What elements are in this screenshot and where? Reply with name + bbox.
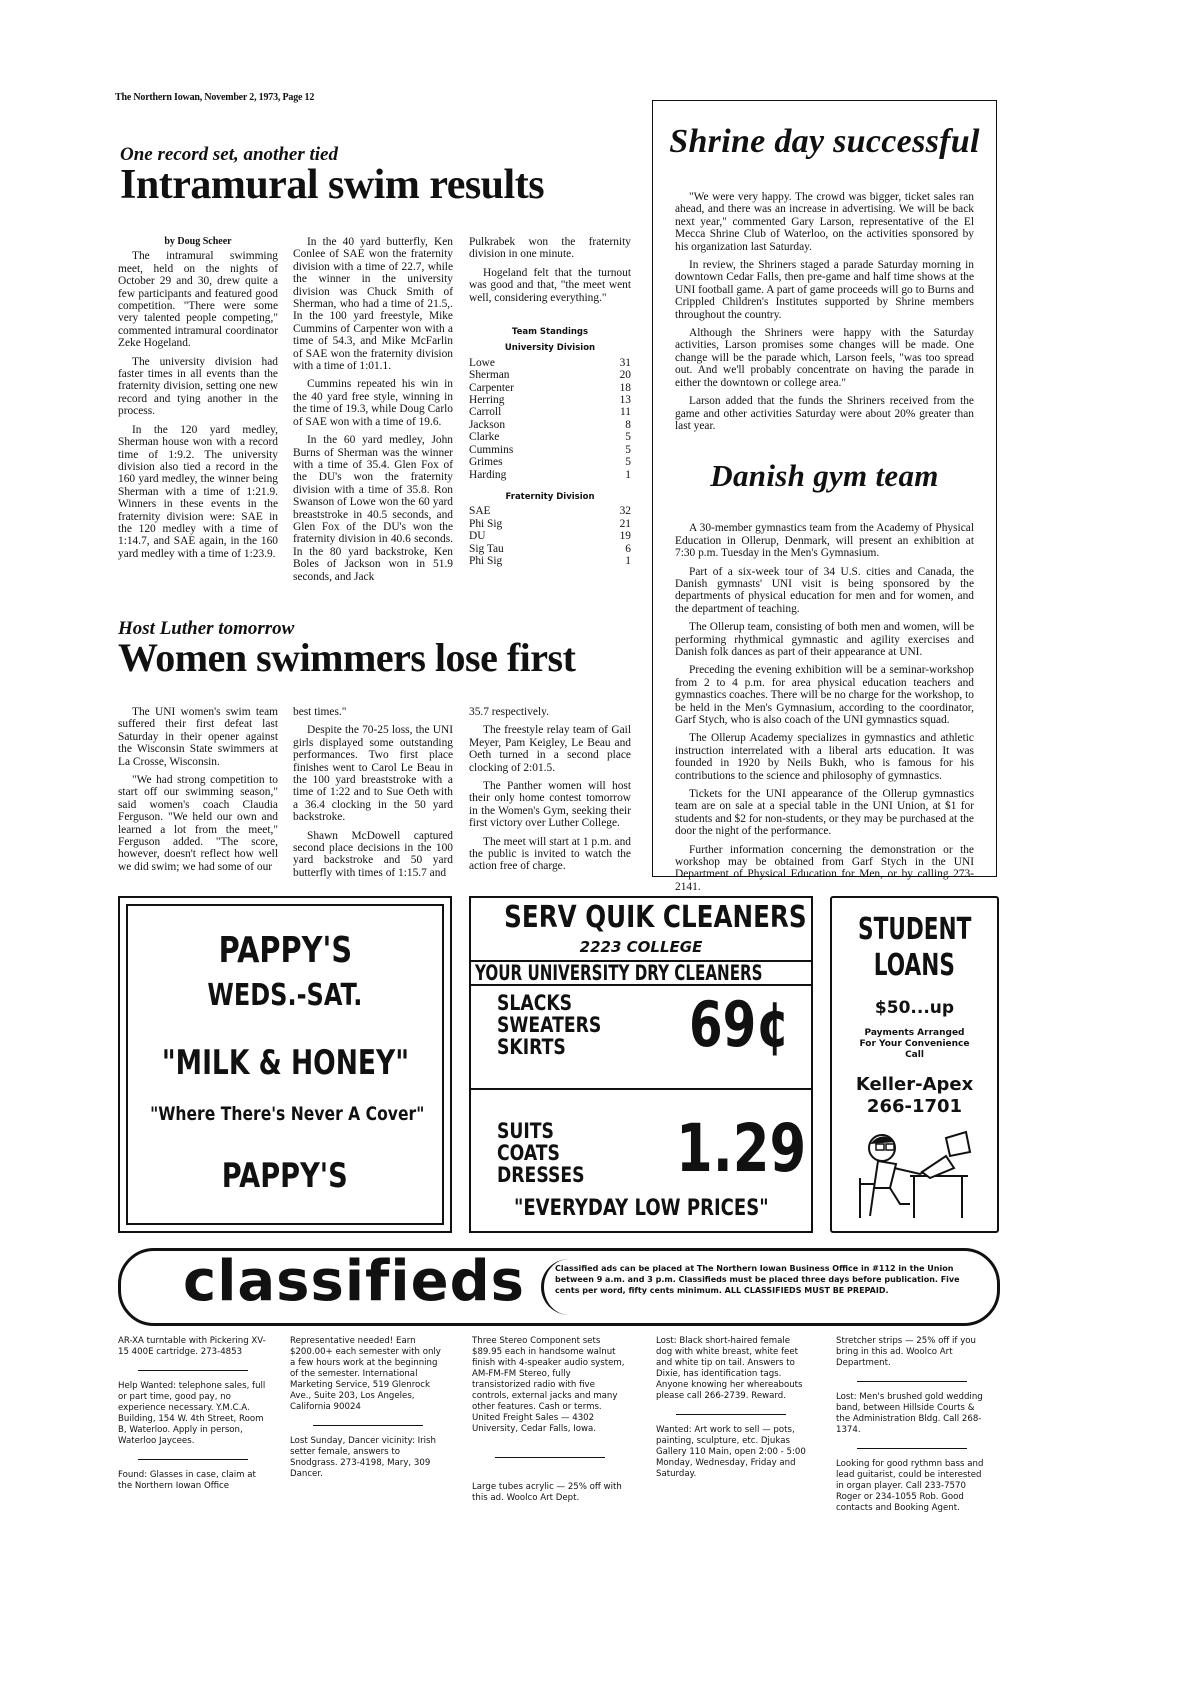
standings-points: 13 [619, 394, 631, 407]
classified-ad: Looking for good rythmn bass and lead guitarist, could be interested in organ player. Call 233-7570 Roger or 234-1055 Rob. Good contacts and Booking Agent. [836, 1459, 984, 1513]
standings-team: Clarke [469, 431, 500, 444]
standings-row [469, 406, 631, 418]
standings-team: Herring [469, 394, 505, 407]
university-division-title: University Division [504, 343, 596, 354]
pappys-band: "MILK & HONEY" [161, 1043, 409, 1083]
standings-points: 5 [625, 443, 631, 456]
shrine-body [675, 191, 974, 432]
cleaners-price-1: 69¢ [689, 988, 790, 1061]
danish-paragraph: The Ollerup team, consisting of both men and women, will be performing rhythmical gymnastic and agility exercises and Danish folk dances as part of their appearance at UNI. [675, 621, 974, 658]
swim-column-1 [118, 236, 278, 566]
swim-paragraph: In the 60 yard medley, John Burns of Sherman was the winner with a time of 35.4. Glen Fox of the DU's won the fraternity division with a time of 35.8. Ron Swanson of Lowe won the 60 yard breaststroke in 40.5 seconds, and Glen Fox of the DU's won the fraternity division in 40.6 seconds. In the 80 yard backstroke, Ken Boles of Jackson won in 51.9 seconds, and Jack [293, 434, 453, 583]
loans-title-1: STUDENT [857, 912, 972, 947]
danish-paragraph: A 30-member gymnastics team from the Academy of Physical Education in Ollerup, Denmark, will present an exhibition at 7:30 p.m. Tuesday in the Men's Gymnasium. [675, 522, 974, 560]
swim-paragraph: In the 120 yard medley, Sherman house won with a record time of 1:9.2. The university division also tied a record in the 160 yard medley, the winner being Sherman with a time of 1:21.9. Winners in these events in the fraternity division were: SAE in the 120 medley with a time of 1:14.7, and SAE again, in the 160 yard medley with a time of 1:23.9. [118, 423, 278, 560]
standings-points: 5 [625, 431, 631, 444]
cleaners-address: 2223 COLLEGE [579, 938, 703, 956]
standings-team: Carpenter [469, 381, 514, 394]
cleaners-item: SWEATERS [497, 1013, 602, 1037]
swim-byline: by Doug Scheer [164, 236, 232, 247]
classified-ad: Large tubes acrylic — 25% off with this ad. Woolco Art Dept. [472, 1482, 622, 1503]
women-paragraph: 35.7 respectively. [469, 706, 549, 718]
standings-points: 21 [619, 517, 631, 530]
swim-column-3 [469, 236, 631, 567]
danish-paragraph: Part of a six-week tour of 34 U.S. cities and Canada, the Danish gymnasts' UNI visit is being sponsored by the departments of physical education for men and for women, and the department of teaching. [675, 565, 974, 615]
standings-points: 19 [619, 530, 631, 543]
standings-row [469, 469, 631, 481]
classifieds-column-1 [118, 1336, 268, 1504]
standings-row [469, 456, 631, 468]
page-masthead: The Northern Iowan, November 2, 1973, Page 12 [115, 92, 315, 103]
classified-ad: Found: Glasses in case, claim at the Northern Iowan Office [118, 1470, 256, 1491]
standings-team: Phi Sig [469, 517, 503, 530]
swim-paragraph: The intramural swimming meet, held on the nights of October 29 and 30, drew quite a few participants and featured good competition. "There were some very talented people competing," commented intramural coordinator Zeke Hogeland. [118, 250, 278, 350]
women-paragraph: The freestyle relay team of Gail Meyer, Pam Keigley, Le Beau and Oeth turned in a second place clocking of 2:01.5. [469, 724, 631, 774]
shrine-paragraph: Larson added that the funds the Shriners received from the game and other activities Saturday were about 20% greater than last year. [675, 395, 974, 432]
cleaners-item: COATS [497, 1141, 560, 1165]
standings-points: 1 [625, 468, 631, 481]
classifieds-column-4 [656, 1336, 806, 1492]
standings-team: Jackson [469, 418, 506, 431]
classified-ad: Help Wanted: telephone sales, full or part time, good pay, no experience necessary. Y.M.C.A. Building, 154 W. 4th Street, Room B, Waterloo. Apply in person, Waterloo Jaycees. [118, 1381, 266, 1446]
swim-paragraph: Hogeland felt that the turnout was good and that, "the meet went well, considering everything." [469, 266, 631, 304]
standings-team: Lowe [469, 356, 495, 369]
standings-points: 11 [620, 406, 631, 419]
loans-line: For Your Convenience [859, 1039, 970, 1049]
classified-ad: AR-XA turntable with Pickering XV-15 400E cartridge. 273-4853 [118, 1336, 266, 1357]
classifieds-column-2 [290, 1336, 445, 1492]
loans-title-2: LOANS [873, 948, 956, 983]
swim-paragraph: Cummins repeated his win in the 40 yard free style, winning in the time of 19.3, while Doug Carlo of SAE won with a time of 19.6. [293, 378, 453, 428]
standings-points: 20 [619, 369, 631, 382]
standings-points: 32 [619, 505, 631, 518]
danish-paragraph: Preceding the evening exhibition will be a seminar-workshop from 2 to 4 p.m. for area physical education teachers and gymnastics coaches. There will be no charge for the workshop, to be held in the Men's Gymnasium, according to the coordinator, Garf Stych, who is also coach of the UNI gymnastics squad. [675, 664, 974, 726]
standings-row [469, 530, 631, 542]
pappys-days: WEDS.-SAT. [207, 978, 363, 1013]
cleaners-slogan: YOUR UNIVERSITY DRY CLEANERS [475, 961, 763, 985]
standings-points: 6 [625, 542, 631, 555]
shrine-paragraph: Although the Shriners were happy with the Saturday activities, Larson promises some changes will be made. One change will be the parade which, Larson feels, "was too spread out. And we'll probably concentrate on having the parade in either the downtown or college area." [675, 327, 974, 389]
classifieds-column-5 [836, 1336, 988, 1526]
cleaners-footer: "EVERYDAY LOW PRICES" [513, 1196, 769, 1221]
women-paragraph: The meet will start at 1 p.m. and the public is invited to watch the action free of charge. [469, 835, 631, 873]
classified-ad: Lost Sunday, Dancer vicinity: Irish setter female, answers to Snodgrass. 273-4198, Mary, 309 Dancer. [290, 1436, 436, 1479]
standings-row [469, 555, 631, 567]
danish-paragraph: Tickets for the UNI appearance of the Ollerup gymnastics team are on sale at a special table in the UNI Union, at $1 for students and $2 for non-students, or they may be purchased at the door the night of the performance. [675, 788, 974, 838]
loans-line: Payments Arranged [864, 1028, 965, 1038]
classified-ad: Lost: Men's brushed gold wedding band, between Hillside Courts & the Administration Bldg. Call 268-1374. [836, 1392, 983, 1435]
classifieds-info: Classified ads can be placed at The Northern Iowan Business Office in #112 in the Union between 9 a.m. and 3 p.m. Classifieds must be placed three days before publication. Five cents per word, fifty cents minimum. ALL CLASSIFIEDS MUST BE PREPAID. [555, 1264, 960, 1295]
cleaners-item: SLACKS [497, 991, 573, 1015]
standings-points: 1 [625, 554, 631, 567]
loans-amount: $50...up [874, 998, 955, 1018]
danish-paragraph: Further information concerning the demonstration or the workshop may be obtained from Garf Stych in the UNI Department of Physical Education for Men, or by calling 273-2141. [675, 843, 974, 893]
shrine-headline: Shrine day successful [669, 123, 980, 160]
classified-ad: Stretcher strips — 25% off if you bring in this ad. Woolco Art Department. [836, 1336, 976, 1368]
women-headline: Women swimmers lose first [118, 635, 576, 680]
classified-ad: Three Stereo Component sets $89.95 each in handsome walnut finish with 4-speaker audio system, AM-FM-FM Stereo, fully transistorized radio with five controls, external jacks and many other features. Cash or terms. United Freight Sales — 4302 University, Cedar Falls, Iowa. [472, 1336, 625, 1434]
cleaners-items-group-2 [497, 1120, 585, 1186]
student-at-desk-illustration [850, 1126, 980, 1222]
cleaners-items-group-1 [497, 992, 601, 1058]
women-paragraph: The Panther women will host their only home contest tomorrow in the Women's Gym, seeking their first victory over Luther College. [469, 780, 631, 830]
standings-team: Sig Tau [469, 542, 504, 555]
standings-row [469, 444, 631, 456]
pappys-tagline: "Where There's Never A Cover" [150, 1103, 425, 1125]
women-paragraph: best times." [293, 706, 347, 718]
loans-company: Keller-Apex [855, 1074, 974, 1095]
classifieds-column-3 [472, 1336, 627, 1516]
pappys-name: PAPPY'S [218, 930, 352, 971]
danish-paragraph: The Ollerup Academy specializes in gymnastics and athletic instruction interrelated with a liberal arts education. It was founded in 1920 by Neils Bukh, who is famous for his contributions to the science and philosophy of gymnastics. [675, 732, 974, 782]
swim-paragraph: Pulkrabek won the fraternity division in one minute. [469, 236, 631, 261]
classified-ad: Wanted: Art work to sell — pots, painting, sculpture, etc. Djukas Gallery 110 Main, open 2:00 - 5:00 Monday, Wednesday, Friday and Saturday. [656, 1425, 806, 1479]
standings-team: Phi Sig [469, 554, 503, 567]
cleaners-item: SUITS [497, 1119, 554, 1143]
swim-column-2 [293, 236, 453, 589]
standings-team: SAE [469, 505, 491, 518]
standings-points: 18 [619, 381, 631, 394]
swim-headline: Intramural swim results [120, 162, 545, 208]
standings-team: Sherman [469, 369, 510, 382]
classifieds-banner [118, 1248, 1000, 1326]
standings-team: Cummins [469, 443, 514, 456]
pappys-ad [118, 896, 452, 1233]
standings-points: 5 [625, 456, 631, 469]
cleaners-item: DRESSES [497, 1163, 585, 1187]
women-paragraph: "We had strong competition to start off our swimming season," said women's coach Claudia Ferguson. "We held our own and learned a lot from the meet," Ferguson added. "The score, however, doesn't reflect how well we did swim; we had some of our [118, 774, 278, 873]
student-loans-ad [830, 896, 999, 1233]
cleaners-price-2: 1.29 [676, 1110, 807, 1187]
fraternity-division-title: Fraternity Division [505, 491, 595, 502]
standings-team: Harding [469, 468, 507, 481]
standings-row [469, 518, 631, 530]
women-column-2 [293, 706, 453, 885]
women-paragraph: Shawn McDowell captured second place decisions in the 100 yard backstroke and 50 yard butterfly with times of 1:15.7 and [293, 829, 453, 879]
cleaners-item: SKIRTS [497, 1035, 566, 1059]
danish-body [675, 522, 974, 893]
standings-row [469, 394, 631, 406]
standings-row [469, 419, 631, 431]
standings-title: Team Standings [511, 327, 589, 338]
standings-team: Grimes [469, 456, 503, 469]
standings-row [469, 382, 631, 394]
swim-paragraph: In the 40 yard butterfly, Ken Conlee of SAE won the fraternity division with a time of 22.7, while the winner in the university division was Chuck Smith of Sherman, who had a time of 21.5,. In the 100 yard freestyle, Mike Cummins of Carpenter won with a time of 54.3, and Mike McFarlin of SAE won the fraternity division with a time of 1:01.1. [293, 236, 453, 373]
shrine-paragraph: "We were very happy. The crowd was bigger, ticket sales ran ahead, and there was an increase in advertising. We will be back next year," commented Gary Larson, representative of the El Mecca Shrine Club of Waterloo, on the activities sponsored by his organization last Saturday. [675, 191, 974, 253]
classified-ad: Representative needed! Earn $200.00+ each semester with only a few hours work at the beginning of the semester. International Marketing Service, 519 Glenrock Ave., Suite 203, Los Angeles, California 90024 [290, 1336, 441, 1412]
sidebar-box [652, 100, 997, 893]
women-column-3 [469, 706, 631, 879]
standings-row [469, 431, 631, 443]
pappys-name-footer: PAPPY'S [222, 1156, 348, 1196]
classified-ad: Lost: Black short-haired female dog with white breast, white feet and white tip on tail. Answers to Dixie, has identification tags. Anyone knowing her whereabouts please call 266-2739. Reward. [656, 1336, 803, 1401]
cleaners-name: SERV QUIK CLEANERS [504, 900, 807, 935]
standings-row [469, 357, 631, 369]
standings-row [469, 505, 631, 517]
swim-kicker: One record set, another tied [120, 144, 338, 165]
cleaners-ad [469, 896, 813, 1233]
team-standings [469, 326, 631, 567]
women-kicker: Host Luther tomorrow [118, 618, 295, 639]
standings-points: 8 [625, 418, 631, 431]
standings-points: 31 [619, 356, 631, 369]
standings-team: DU [469, 530, 486, 543]
standings-team: Carroll [469, 406, 502, 419]
standings-row [469, 369, 631, 381]
danish-headline: Danish gym team [710, 458, 939, 494]
loans-phone: 266-1701 [866, 1096, 963, 1117]
loans-line: Call [905, 1050, 924, 1060]
women-paragraph: Despite the 70-25 loss, the UNI girls displayed some outstanding performances. Two first place finishes went to Carol Le Beau in the 100 yard breaststroke with a time of 1:22 and to Sue Oeth with a 36.4 clocking in the 50 yard backstroke. [293, 724, 453, 824]
standings-row [469, 543, 631, 555]
women-column-1 [118, 706, 278, 879]
classifieds-title: classifieds [183, 1249, 525, 1314]
shrine-paragraph: In review, the Shriners staged a parade Saturday morning in downtown Cedar Falls, then pre-game and half time shows at the UNI football game. A part of game proceeds will go to Burns and Crippled Children's Institutes supported by Shrine members throughout the country. [675, 259, 974, 321]
women-paragraph: The UNI women's swim team suffered their first defeat last Saturday in their opener against the Wisconsin State swimmers at La Crosse, Wisconsin. [118, 706, 278, 768]
swim-paragraph: The university division had faster times in all events than the fraternity division, setting one new record and tying another in the process. [118, 355, 278, 418]
